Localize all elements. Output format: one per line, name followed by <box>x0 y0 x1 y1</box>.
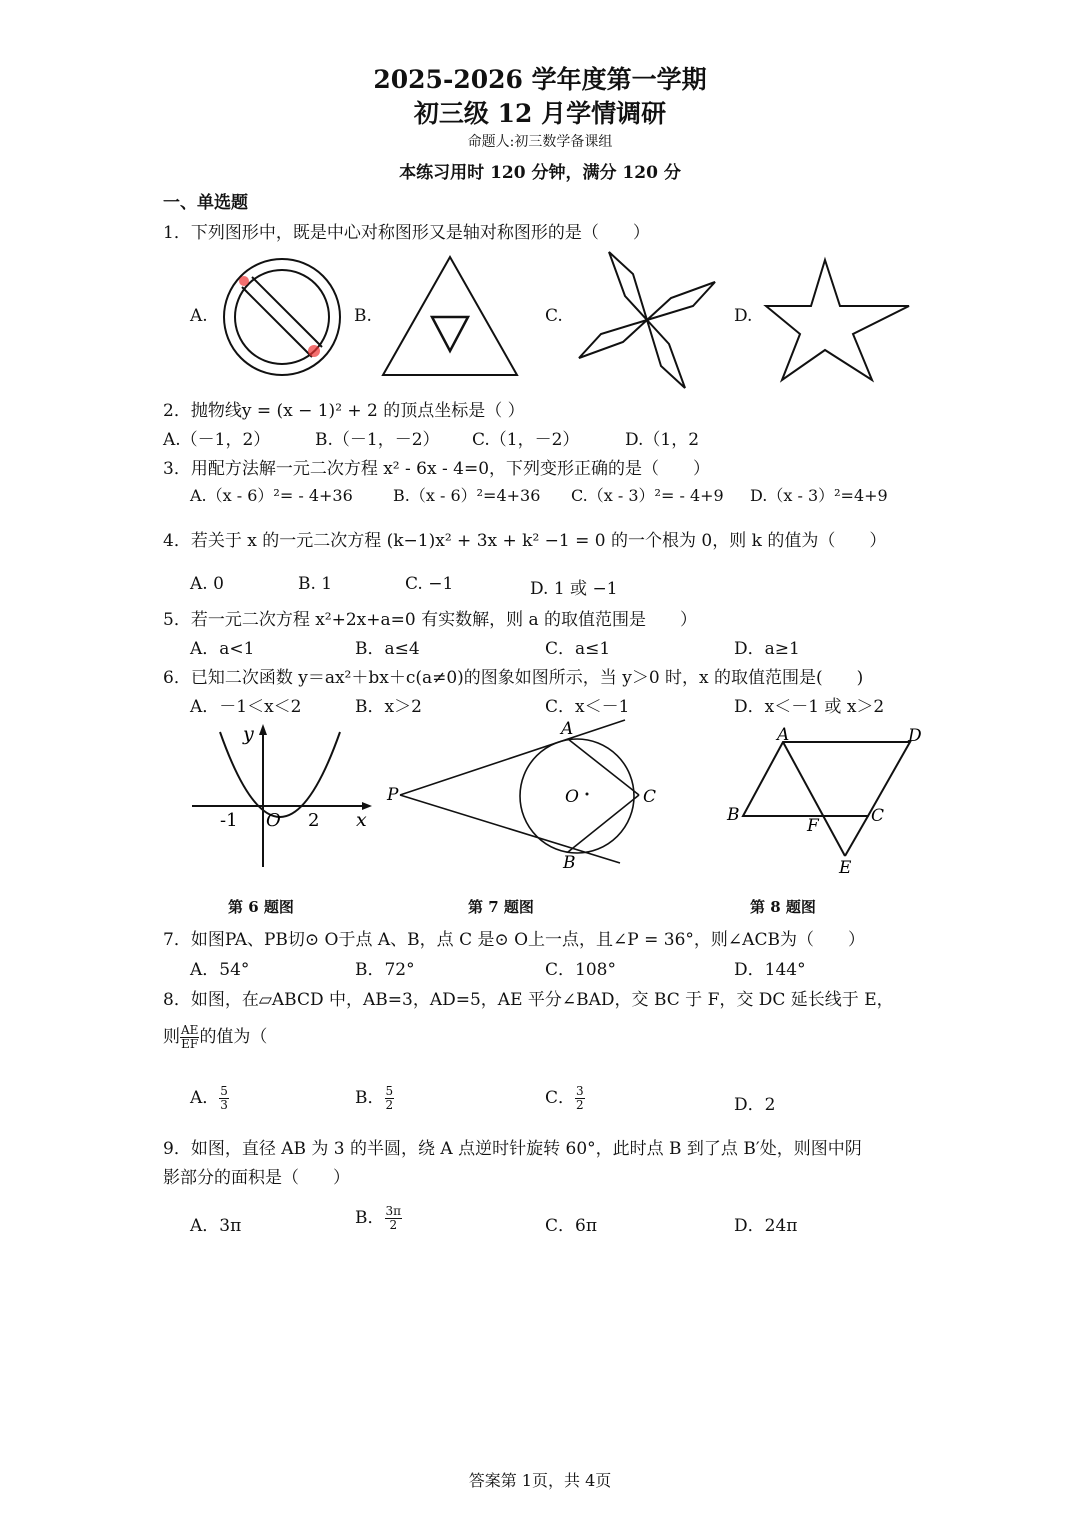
fig7-label-b: B <box>563 853 576 873</box>
fig7-label-a: A <box>561 719 574 739</box>
fig7-label-p: P <box>387 785 399 805</box>
q7-option-b: B．72° <box>355 960 415 980</box>
q2-option-a: A.（－1，2） <box>163 430 271 450</box>
q7-option-c: C．108° <box>545 960 616 980</box>
fig6-label-y: y <box>243 723 254 745</box>
q1-figure-c-pinwheel <box>575 250 710 385</box>
question-7-stem: 7．如图PA、PB切⊙ O于点 A、B，点 C 是⊙ O上一点，且∠P = 36°，则∠ACB为（ ） <box>163 930 865 950</box>
question-4-stem: 4．若关于 x 的一元二次方程 (k−1)x² + 3x + k² −1 = 0 的一个根为 0，则 k 的值为（ ） <box>163 531 887 551</box>
q9-option-b: B． $\frac{3\pi}{2}$ <box>355 1204 402 1232</box>
q4-option-c: C. −1 <box>405 574 454 594</box>
q1-option-b: B. <box>354 306 372 326</box>
q9-option-a: A．3π <box>190 1216 242 1236</box>
question-5-stem: 5．若一元二次方程 x²+2x+a=0 有实数解，则 a 的取值范围是 ） <box>163 610 698 630</box>
exam-time-info: 本练习用时 120 分钟，满分 120 分 <box>399 163 681 183</box>
q5-option-d: D．a≥1 <box>734 639 800 659</box>
q6-option-c: C．x＜－1 <box>545 697 630 717</box>
q3-option-a: A.（x - 6）²= - 4+36 <box>190 486 353 505</box>
q8-option-c: C． $\frac{3}{2}$ <box>545 1084 584 1112</box>
figure-7-caption: 第 7 题图 <box>468 898 534 916</box>
question-1-stem: 1．下列图形中，既是中心对称图形又是轴对称图形的是（ ） <box>163 223 650 243</box>
question-2-stem: 2．抛物线y = (x − 1)² + 2 的顶点坐标是（ ） <box>163 401 525 421</box>
q2-option-c: C.（1，－2） <box>472 430 580 450</box>
q7-option-a: A．54° <box>190 960 250 980</box>
figure-6-parabola <box>190 722 375 872</box>
q6-option-d: D．x＜－1 或 x＞2 <box>734 697 885 717</box>
q8-option-b: B． $\frac{5}{2}$ <box>355 1084 394 1112</box>
fig6-label-o: O <box>266 810 281 831</box>
question-3-stem: 3．用配方法解一元二次方程 x² - 6x - 4=0，下列变形正确的是（ ） <box>163 459 711 479</box>
question-9-stem-line2: 影部分的面积是（ ） <box>163 1168 350 1188</box>
q5-option-a: A．a<1 <box>190 639 255 659</box>
q9-option-d: D．24π <box>734 1216 798 1236</box>
figure-8-caption: 第 8 题图 <box>750 898 816 916</box>
q8-ratio-num: AE <box>181 1023 199 1037</box>
q1-option-d: D. <box>734 306 753 326</box>
question-8-stem: 8．如图，在▱ABCD 中，AB=3，AD=5，AE 平分∠BAD，交 BC 于 F，交 DC 延长线于 E， <box>163 990 894 1010</box>
q1-figure-a-no-symbol <box>220 255 345 380</box>
q8-prefix: 则 <box>163 1027 180 1047</box>
question-9-stem: 9．如图，直径 AB 为 3 的半圆，绕 A 点逆时针旋转 60°，此时点 B 到了点 B′处，则图中阴 <box>163 1139 862 1159</box>
figure-6-caption: 第 6 题图 <box>228 898 294 916</box>
q8-ratio-den: EF <box>181 1037 199 1051</box>
figure-8-parallelogram <box>725 724 930 876</box>
section-title: 一、单选题 <box>163 193 248 213</box>
fig8-label-b: B <box>727 805 740 825</box>
question-8-stem-line2 <box>163 1022 267 1051</box>
fig6-label-neg1: -1 <box>220 810 238 831</box>
q6-option-b: B．x＞2 <box>355 697 422 717</box>
question-6-stem: 6．已知二次函数 y＝ax²＋bx＋c(a≠0)的图象如图所示，当 y＞0 时，x 的取值范围是( ) <box>163 668 864 688</box>
q9-option-c: C．6π <box>545 1216 598 1236</box>
q6-option-a: A．－1＜x＜2 <box>190 697 302 717</box>
page-footer: 答案第 1页，共 4页 <box>468 1471 612 1490</box>
exam-subtitle: 初三级 12 月学情调研 <box>413 99 667 128</box>
figure-7-tangent-circle <box>385 718 657 873</box>
q3-option-d: D.（x - 3）²=4+9 <box>750 486 888 505</box>
q3-option-c: C.（x - 3）²= - 4+9 <box>571 486 724 505</box>
q2-option-d: D.（1，2 <box>625 430 700 450</box>
q3-option-b: B.（x - 6）²=4+36 <box>393 486 541 505</box>
fig6-label-2: 2 <box>308 810 320 831</box>
exam-title: 2025-2026 学年度第一学期 <box>373 65 707 94</box>
q4-option-a: A. 0 <box>190 574 224 594</box>
fig7-label-o: O <box>565 787 579 807</box>
q2-option-b: B.（－1，－2） <box>315 430 440 450</box>
fig6-label-x: x <box>356 809 367 831</box>
q8-option-a: A． $\frac{5}{3}$ <box>190 1084 228 1112</box>
fig8-label-a: A <box>777 725 790 745</box>
q1-option-c: C. <box>545 306 563 326</box>
q4-option-b: B. 1 <box>298 574 333 594</box>
q8-suffix: 的值为（ <box>199 1027 268 1047</box>
fig8-label-d: D <box>908 726 922 746</box>
fig8-label-f: F <box>807 816 819 836</box>
exam-author: 命题人:初三数学备课组 <box>467 134 613 150</box>
q8-option-d: D．2 <box>734 1095 776 1115</box>
q5-option-c: C．a≤1 <box>545 639 611 659</box>
q1-figure-d-star <box>762 258 912 383</box>
fig7-label-c: C <box>643 787 657 807</box>
q4-option-d: D. 1 或 −1 <box>530 579 618 599</box>
q8-ratio-fraction <box>180 1024 199 1051</box>
q1-figure-b-triangle <box>380 255 520 380</box>
fig8-label-e: E <box>839 858 852 878</box>
q5-option-b: B．a≤4 <box>355 639 420 659</box>
q1-option-a: A. <box>190 306 208 326</box>
fig8-label-c: C <box>871 806 885 826</box>
q7-option-d: D．144° <box>734 960 806 980</box>
